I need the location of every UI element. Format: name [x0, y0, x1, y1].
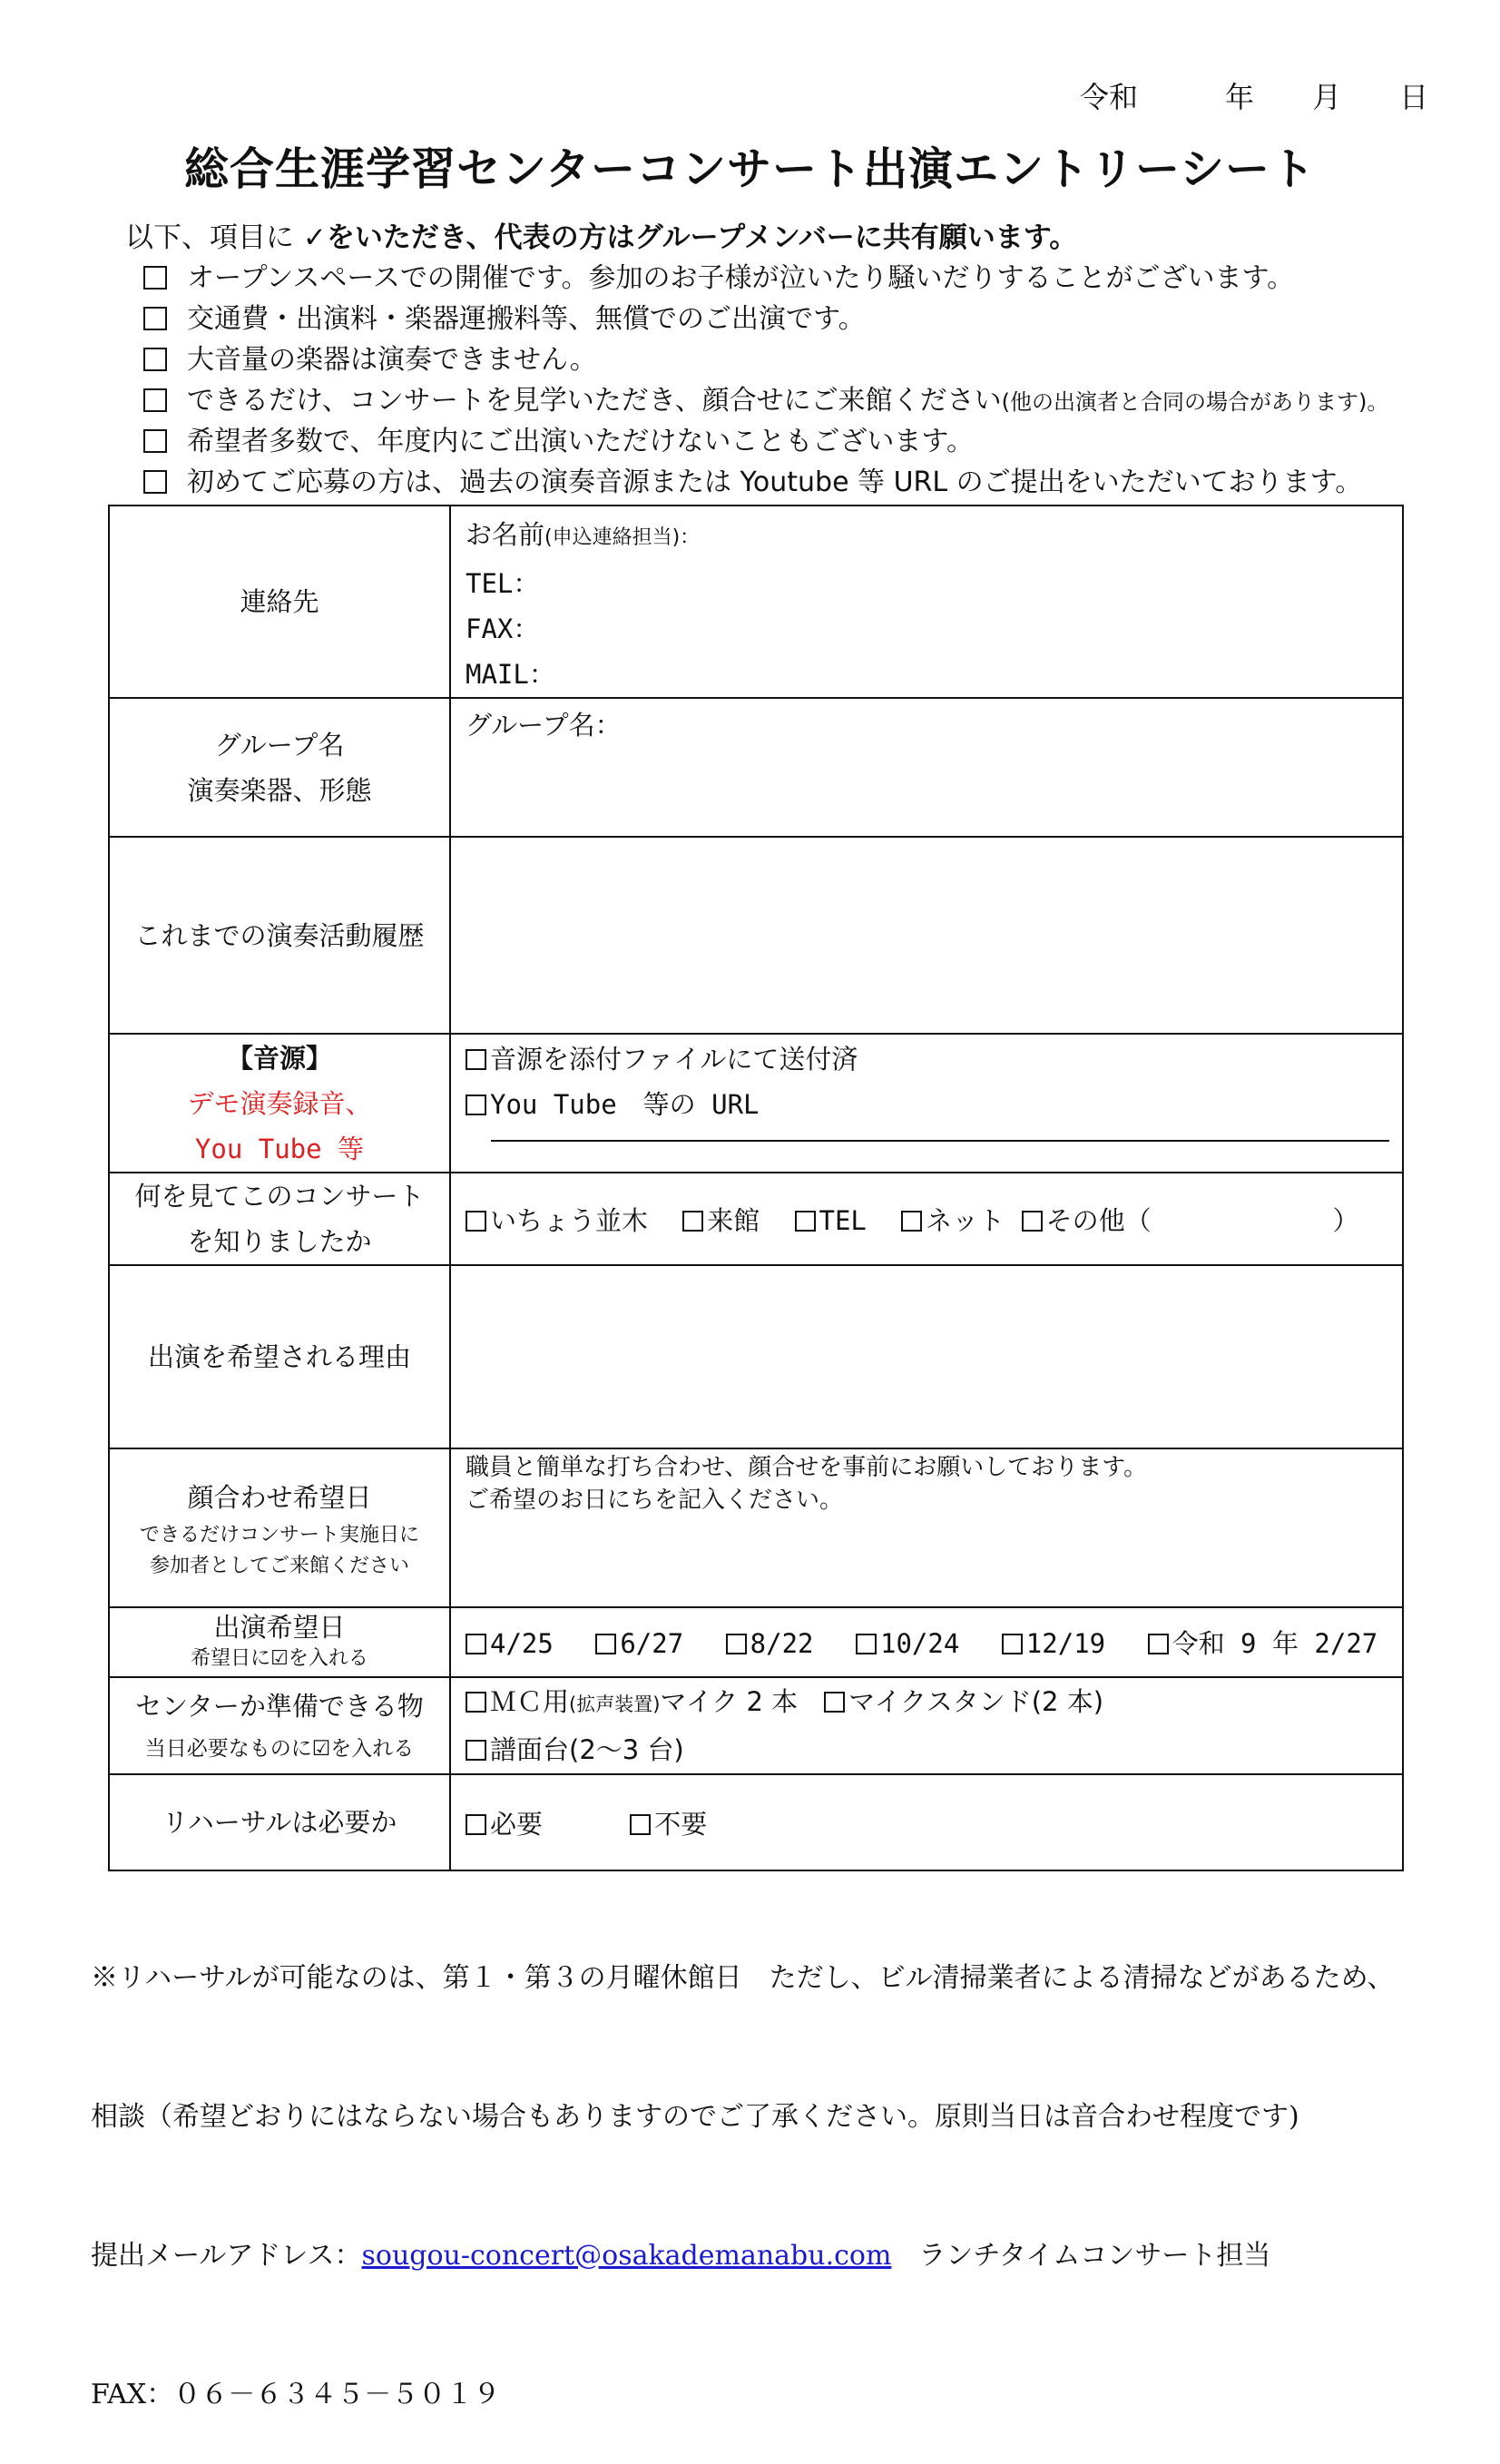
checkbox[interactable]: [682, 1211, 703, 1232]
audio-fields: [450, 1034, 1403, 1173]
check-icon: ✓: [302, 221, 327, 254]
date-option[interactable]: [1148, 1628, 1378, 1659]
option-label: 4/25: [490, 1628, 554, 1659]
name-label: お名前: [466, 519, 545, 550]
entry-form-table: [108, 505, 1404, 1871]
audio-option-url[interactable]: [466, 1082, 1402, 1127]
meeting-note-2: ご希望のお日にちを記入ください。: [466, 1487, 844, 1514]
checkbox[interactable]: [795, 1211, 816, 1232]
checkbox[interactable]: [143, 348, 167, 371]
checkbox[interactable]: [143, 266, 167, 290]
checkbox[interactable]: [466, 1814, 486, 1835]
intro-prefix: 以下、項目に: [125, 221, 303, 254]
note-item: [143, 258, 1388, 299]
reason-field[interactable]: [450, 1265, 1403, 1448]
row-group: [109, 698, 1403, 837]
checkbox[interactable]: [1148, 1634, 1169, 1654]
date-year: 年: [1225, 80, 1255, 114]
audio-option-label: You Tube 等の URL: [490, 1089, 760, 1120]
note-text: 交通費・出演料・楽器運搬料等、無償でのご出演です。: [187, 303, 866, 335]
notes-list: [143, 258, 1388, 503]
checkbox[interactable]: [143, 388, 167, 412]
checkbox[interactable]: [1022, 1211, 1043, 1232]
equipment-option-stand[interactable]: [824, 1686, 1103, 1717]
checkbox[interactable]: [143, 470, 167, 494]
label-group-name: グループ名: [214, 729, 345, 761]
option-label: マイク 2 本: [660, 1686, 799, 1717]
label-source-line1: 何を見てこのコンサート: [134, 1181, 425, 1212]
mail-field[interactable]: MAIL：: [466, 659, 555, 690]
name-sub-label: (申込連絡担当)：: [544, 526, 701, 549]
label-equipment-sub: 当日必要なものに☑を入れる: [144, 1736, 415, 1761]
checkbox[interactable]: [466, 1740, 486, 1761]
group-field[interactable]: [450, 698, 1403, 837]
source-options: [450, 1173, 1403, 1265]
contact-fields[interactable]: [450, 506, 1403, 698]
label-equipment-title: センターか準備できる物: [135, 1690, 424, 1722]
date-month: 月: [1312, 80, 1342, 114]
checkbox[interactable]: [630, 1814, 651, 1835]
label-meeting: [109, 1448, 450, 1607]
option-label: いちょう並木: [490, 1204, 649, 1236]
label-dates-sub: 希望日に☑を入れる: [191, 1646, 368, 1670]
date-era: 令和: [1080, 80, 1139, 114]
note-text: オープンスペースでの開催です。参加のお子様が泣いたり騒いだりすることがございます。: [187, 262, 1295, 294]
option-label: ネット: [926, 1204, 1005, 1236]
label-history: これまでの演奏活動履歴: [109, 837, 450, 1034]
note-item: [143, 380, 1388, 421]
row-dates: [109, 1607, 1403, 1677]
label-equipment: [109, 1677, 450, 1774]
label-audio-youtube: You Tube 等: [194, 1133, 365, 1164]
date-option[interactable]: [1002, 1628, 1132, 1659]
label-meeting-sub2: 参加者としてご来館ください: [149, 1554, 409, 1577]
option-label: 必要: [490, 1808, 544, 1840]
rehearsal-options: [450, 1774, 1403, 1870]
checkbox[interactable]: [466, 1211, 486, 1232]
note-text: 初めてご応募の方は、過去の演奏音源または Youtube 等 URL のご提出をいただいております。: [187, 466, 1363, 498]
date-day: 日: [1399, 80, 1429, 114]
row-source: [109, 1173, 1403, 1265]
note-aside: (他の出演者と合同の場合があります)。: [1001, 389, 1389, 415]
equipment-row-1: [466, 1679, 1402, 1727]
row-equipment: [109, 1677, 1403, 1774]
label-source-line2: を知りましたか: [187, 1226, 372, 1257]
name-field[interactable]: [466, 512, 1402, 561]
checkbox[interactable]: [824, 1692, 845, 1713]
label-group: [109, 698, 450, 837]
label-audio-demo: デモ演奏録音、: [187, 1087, 372, 1119]
checkbox[interactable]: [595, 1634, 616, 1654]
checkbox[interactable]: [1002, 1634, 1023, 1654]
note-item: [143, 462, 1388, 503]
checkbox[interactable]: [901, 1211, 922, 1232]
equipment-options: [450, 1677, 1403, 1774]
label-audio-title: 【音源】: [226, 1042, 332, 1074]
checkbox[interactable]: [466, 1095, 486, 1115]
footer-line-2: 相談（希望どおりにはならない場合もありますのでご了承ください。原則当日は音合わせ程度です): [91, 2101, 1299, 2133]
intro-rest: をいただき、代表の方はグループメンバーに共有願います。: [326, 221, 1078, 254]
label-contact: 連絡先: [109, 506, 450, 698]
checkbox[interactable]: [466, 1634, 486, 1654]
option-label: 8/22: [750, 1628, 814, 1659]
footer-notes: [91, 1862, 1394, 2464]
tel-field[interactable]: TEL：: [466, 568, 540, 599]
label-source: [109, 1173, 450, 1265]
intro-text: [125, 214, 1077, 255]
source-option[interactable]: [1022, 1205, 1152, 1236]
footer-mail-line: [91, 2233, 1394, 2279]
option-label: 6/27: [620, 1628, 684, 1659]
checkbox[interactable]: [466, 1692, 486, 1713]
note-text: 希望者多数で、年度内にご出演いただけないこともございます。: [187, 426, 974, 457]
date-options: [450, 1607, 1403, 1677]
page-title: 総合生涯学習センターコンサート出演エントリーシート: [183, 143, 1317, 195]
label-dates: [109, 1607, 450, 1677]
label-dates-title: 出演希望日: [213, 1611, 346, 1643]
note-text: 大音量の楽器は演奏できません。: [187, 344, 597, 376]
note-item: [143, 339, 1388, 380]
mail-note: ランチタイムコンサート担当: [891, 2240, 1271, 2272]
note-text: できるだけ、コンサートを見学いただき、顔合せにご来館ください: [187, 385, 1002, 417]
label-meeting-title: 顔合わせ希望日: [187, 1481, 372, 1513]
audio-option-attached[interactable]: [466, 1036, 1402, 1082]
option-label: 12/19: [1025, 1628, 1106, 1659]
date-option[interactable]: [595, 1628, 710, 1659]
group-name-field[interactable]: グループ名：: [466, 710, 622, 741]
equipment-option-music-stand[interactable]: [466, 1734, 684, 1765]
option-label: 令和 9 年 2/27: [1172, 1628, 1378, 1659]
footer-line-1: ※リハーサルが可能なのは、第１・第３の月曜休館日 ただし、ビル清掃業者による清掃などがあるため、: [91, 1962, 1395, 1994]
note-item: [143, 299, 1388, 339]
label-reason: 出演を希望される理由: [109, 1265, 450, 1448]
option-label: 不要: [654, 1808, 708, 1840]
row-meeting: [109, 1448, 1403, 1607]
note-item: [143, 421, 1388, 462]
option-label-small: (拡声装置): [569, 1693, 661, 1715]
source-other-close: ）: [1332, 1204, 1359, 1236]
row-rehearsal: [109, 1774, 1403, 1870]
option-label: TEL: [819, 1204, 867, 1236]
row-audio: [109, 1034, 1403, 1173]
option-label: 来館: [707, 1204, 760, 1236]
date-option[interactable]: [726, 1628, 840, 1659]
option-label: 譜面台(2～3 台): [490, 1734, 684, 1765]
label-group-instruments: 演奏楽器、形態: [187, 774, 372, 806]
row-contact: [109, 506, 1403, 698]
rehearsal-option-not-needed[interactable]: [630, 1809, 707, 1840]
meeting-note-1: 職員と簡単な打ち合わせ、顔合せを事前にお願いしております。: [466, 1454, 1148, 1481]
equipment-row-2: [466, 1727, 1402, 1772]
option-label: その他（: [1045, 1204, 1152, 1236]
source-option[interactable]: [795, 1205, 893, 1236]
date-option[interactable]: [856, 1628, 985, 1659]
mail-label: 提出メールアドレス：: [91, 2240, 362, 2272]
rehearsal-option-needed[interactable]: [466, 1809, 622, 1840]
source-option[interactable]: [682, 1205, 786, 1236]
label-rehearsal: リハーサルは必要か: [109, 1774, 450, 1870]
fax-field[interactable]: FAX：: [466, 614, 540, 644]
checkbox[interactable]: [466, 1049, 486, 1070]
meeting-field[interactable]: [450, 1448, 1403, 1607]
checkbox[interactable]: [143, 429, 167, 453]
mail-link[interactable]: sougou-concert@osakademanabu.com: [361, 2240, 892, 2272]
url-input-line[interactable]: [491, 1140, 1389, 1142]
checkbox[interactable]: [143, 307, 167, 330]
checkbox[interactable]: [856, 1634, 877, 1654]
date-line: [1080, 74, 1428, 116]
source-option[interactable]: [466, 1205, 674, 1236]
option-label: 10/24: [879, 1628, 960, 1659]
audio-option-label: 音源を添付ファイルにて送付済: [490, 1044, 858, 1075]
label-meeting-sub1: できるだけコンサート実施日に: [139, 1523, 419, 1546]
row-history: [109, 837, 1403, 1034]
label-audio: [109, 1034, 450, 1173]
date-option[interactable]: [466, 1628, 580, 1659]
option-label: ＭＣ用: [490, 1686, 570, 1717]
history-field[interactable]: [450, 837, 1403, 1034]
row-reason: [109, 1265, 1403, 1448]
source-option[interactable]: [901, 1205, 1013, 1236]
footer-fax: FAX：０６－６３４５－５０１９: [91, 2379, 501, 2410]
checkbox[interactable]: [726, 1634, 747, 1654]
equipment-option-mic[interactable]: [466, 1686, 824, 1717]
option-label: マイクスタンド(2 本): [848, 1686, 1104, 1717]
